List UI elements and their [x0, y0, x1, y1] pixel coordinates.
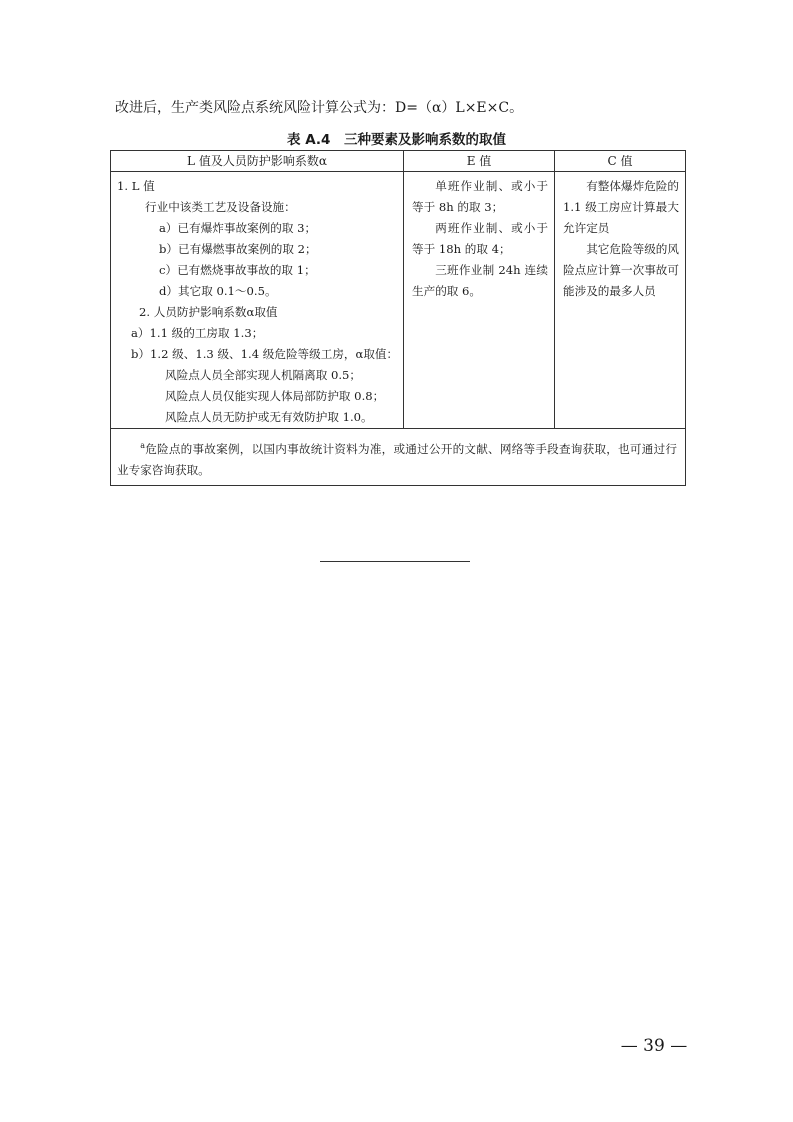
alpha-option-3: 风险点人员无防护或无有效防护取 1.0。 — [165, 410, 373, 424]
e-value-cell — [404, 172, 555, 429]
l-item-c: c）已有燃烧事故事故的取 1； — [159, 263, 316, 277]
e-value-para-1: 单班作业制、或小于等于 8h 的取 3； — [412, 179, 548, 214]
values-table — [110, 150, 686, 486]
table-header-row — [111, 151, 686, 172]
e-value-para-3: 三班作业制 24h 连续生产的取 6。 — [412, 263, 548, 298]
section-divider — [320, 561, 470, 562]
e-value-para-2: 两班作业制、或小于等于 18h 的取 4； — [412, 221, 548, 256]
table-body-row — [111, 172, 686, 429]
l-item-a: a）已有爆炸事故案例的取 3； — [159, 221, 317, 235]
l-value-cell — [111, 172, 404, 429]
footnote-mark: a — [140, 441, 145, 450]
l-section-1-title: 1. L 值 — [117, 179, 155, 193]
alpha-option-2: 风险点人员仅能实现人体局部防护取 0.8； — [165, 389, 385, 403]
table-footnote-row — [111, 429, 686, 486]
header-c-value: C 值 — [555, 151, 686, 172]
header-l-value: L 值及人员防护影响系数α — [111, 151, 404, 172]
c-value-para-1: 有整体爆炸危险的 1.1 级工房应计算最大允许定员 — [563, 179, 679, 235]
footnote-cell — [111, 429, 686, 486]
c-value-cell — [555, 172, 686, 429]
intro-formula: 改进后，生产类风险点系统风险计算公式为：D=（α）L×E×C。 — [115, 100, 524, 116]
footnote — [111, 429, 685, 485]
alpha-item-a: a）1.1 级的工房取 1.3； — [131, 326, 264, 340]
table-title: 表 A.4 三种要素及影响系数的取值 — [287, 132, 506, 148]
l-section-1-intro: 行业中该类工艺及设备设施： — [145, 200, 296, 214]
alpha-option-1: 风险点人员全部实现人机隔离取 0.5； — [165, 368, 362, 382]
l-item-d: d）其它取 0.1～0.5。 — [159, 284, 277, 298]
page-number: — 39 — — [620, 1036, 688, 1056]
c-value-para-2: 其它危险等级的风险点应计算一次事故可能涉及的最多人员 — [563, 242, 679, 298]
l-item-b: b）已有爆燃事故案例的取 2； — [159, 242, 317, 256]
footnote-text: 危险点的事故案例，以国内事故统计资料为准，或通过公开的文献、网络等手段查询获取，也可通过行业专家咨询获取。 — [117, 442, 677, 477]
header-e-value: E 值 — [404, 151, 555, 172]
alpha-item-b: b）1.2 级、1.3 级、1.4 级危险等级工房，α取值： — [131, 347, 399, 361]
l-section-2-title: 2. 人员防护影响系数α取值 — [139, 305, 278, 319]
